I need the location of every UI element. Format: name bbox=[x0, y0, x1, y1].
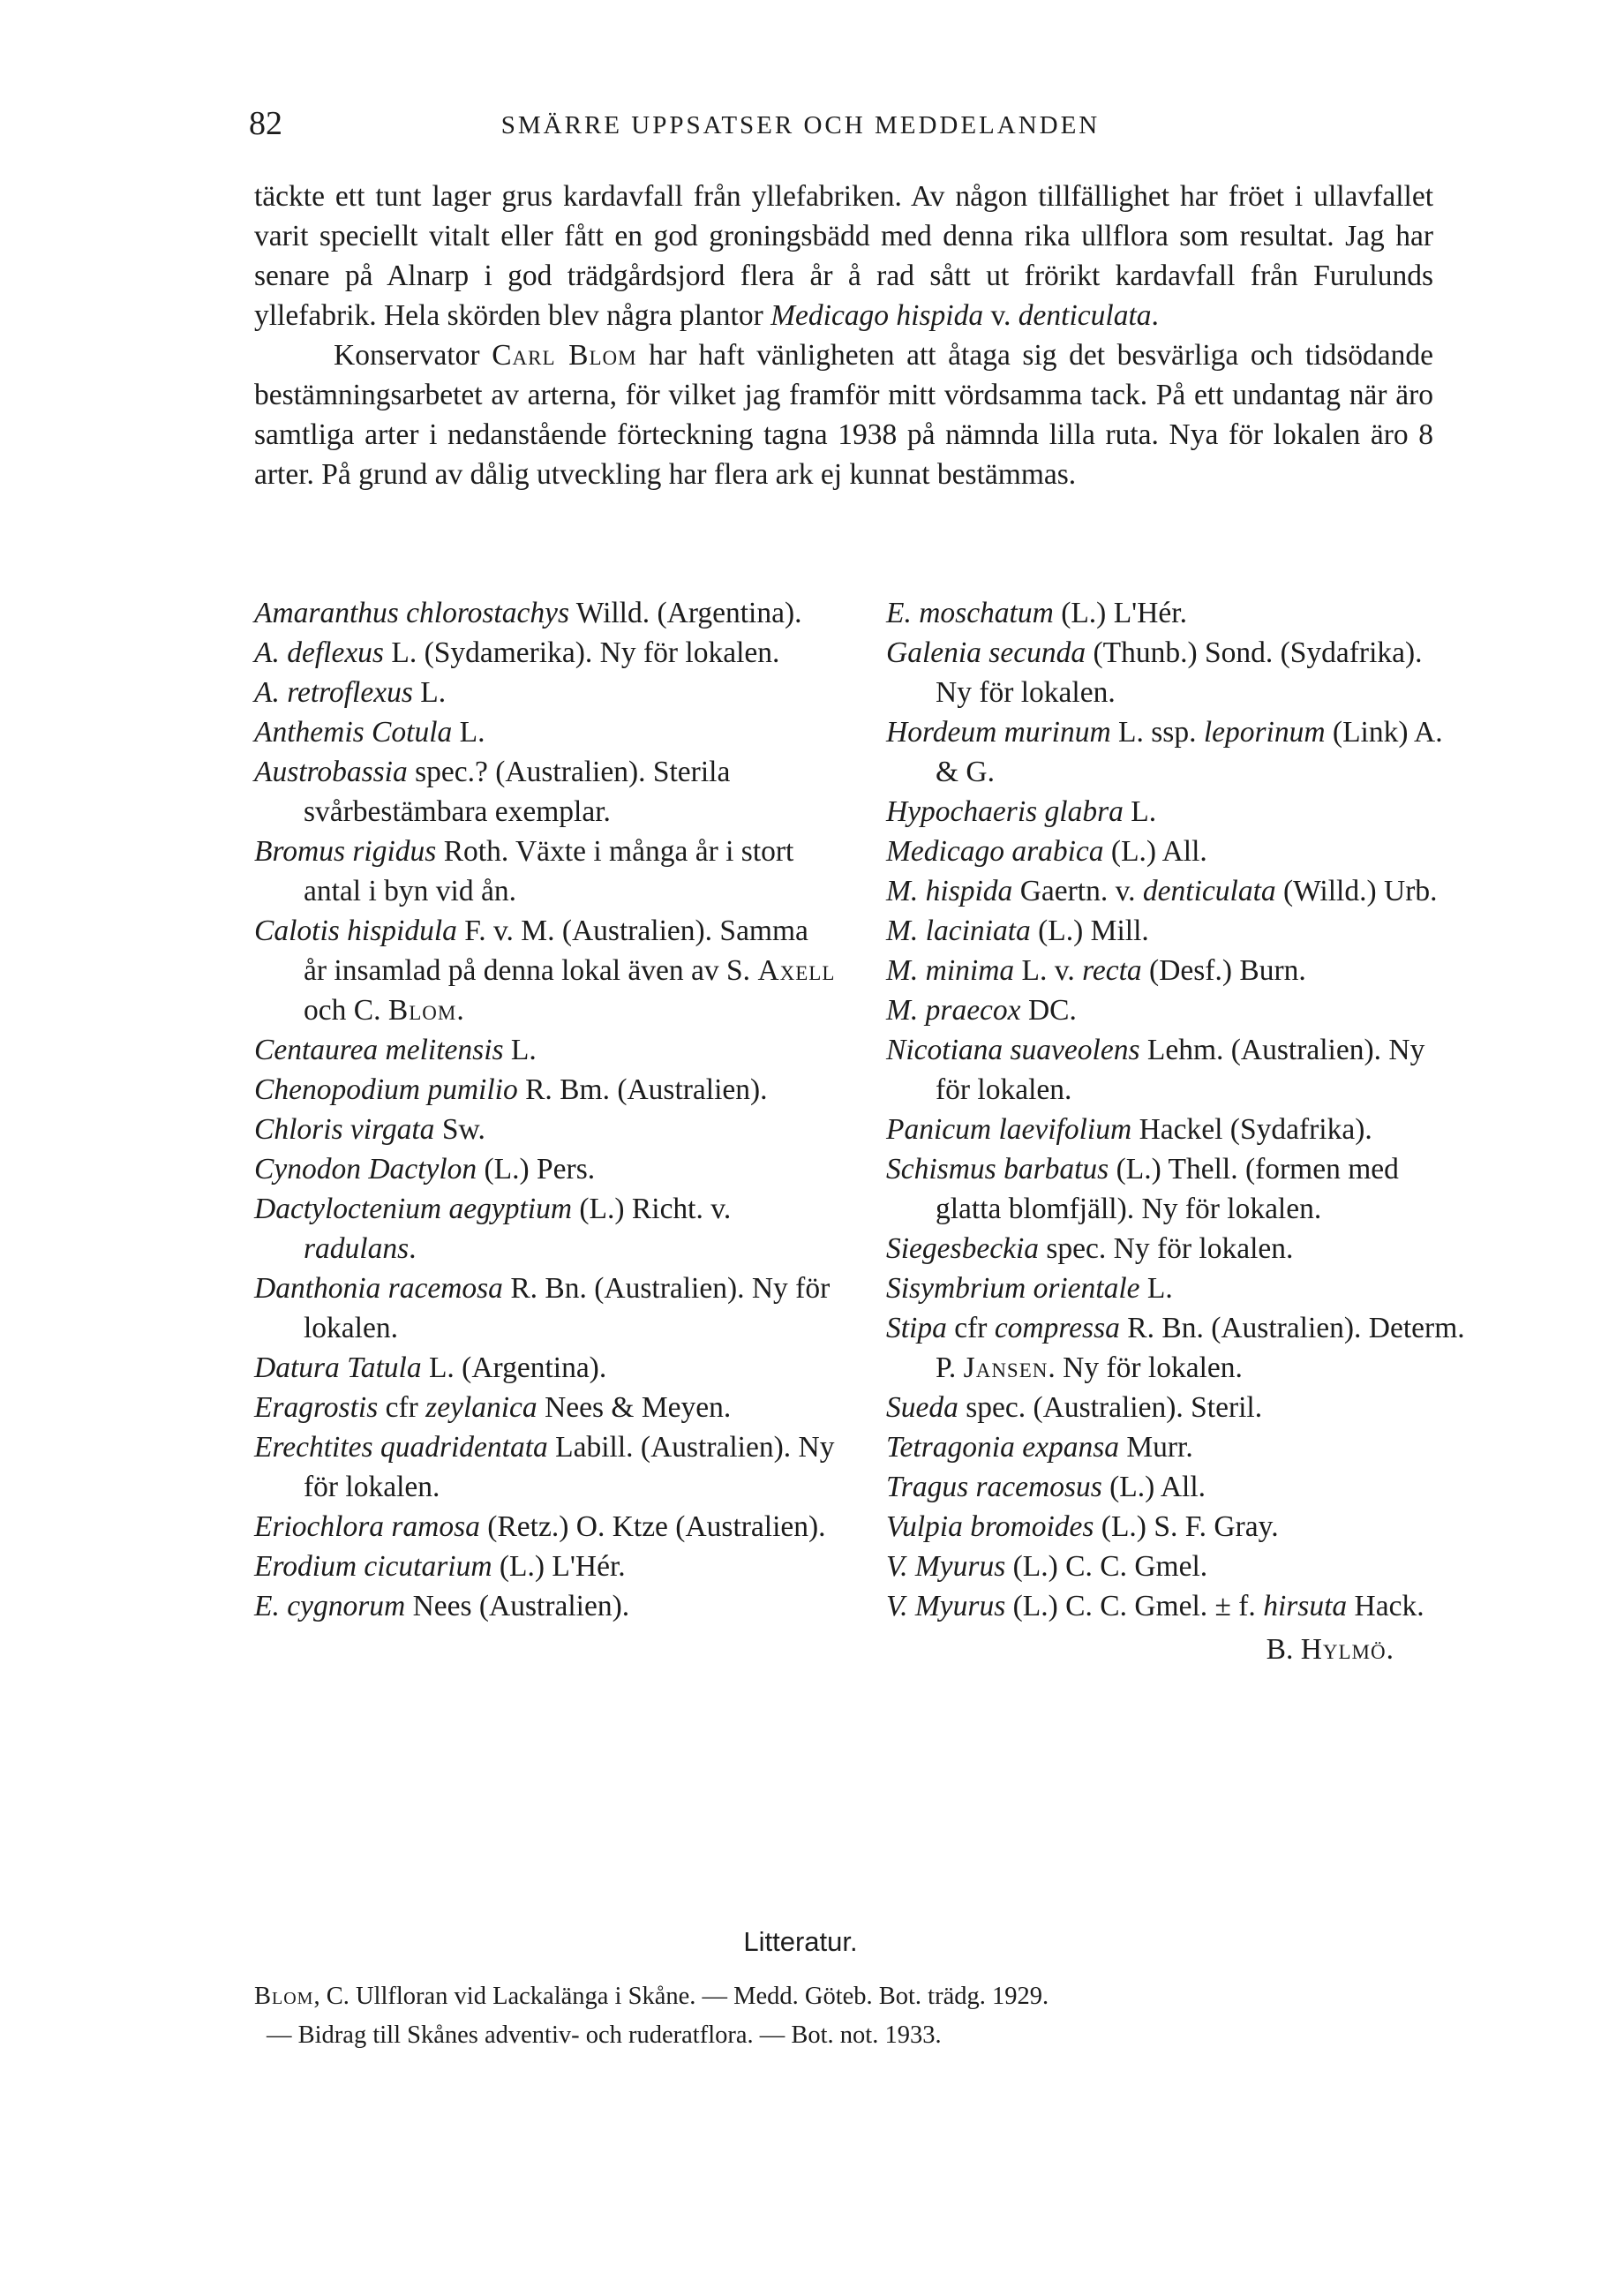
list-item: Panicum laevifolium Hackel (Sydafrika). bbox=[886, 1113, 1372, 1146]
list-item: Siegesbeckia spec. Ny för lokalen. bbox=[886, 1232, 1294, 1265]
species-list-left bbox=[254, 593, 837, 1626]
list-item: Dactyloctenium aegyptium (L.) Richt. v. radulans. bbox=[254, 1193, 732, 1265]
list-item: Datura Tatula L. (Argentina). bbox=[254, 1351, 607, 1384]
list-item: A. retroflexus L. bbox=[254, 676, 447, 709]
list-item: Erodium cicutarium (L.) L'Hér. bbox=[254, 1550, 626, 1583]
list-item: Galenia secunda (Thunb.) Sond. (Sydafrika). Ny för lokalen. bbox=[886, 636, 1423, 709]
list-item: Chenopodium pumilio R. Bm. (Australien). bbox=[254, 1073, 768, 1106]
page-number: 82 bbox=[249, 105, 282, 142]
list-item: Anthemis Cotula L. bbox=[254, 716, 485, 749]
intro-text bbox=[254, 177, 1433, 494]
list-item: Erechtites quadridentata Labill. (Australien). Ny för lokalen. bbox=[254, 1431, 835, 1503]
list-item: E. cygnorum Nees (Australien). bbox=[254, 1590, 630, 1622]
list-item: Cynodon Dactylon (L.) Pers. bbox=[254, 1153, 596, 1186]
list-item: Tragus racemosus (L.) All. bbox=[886, 1471, 1206, 1503]
list-item: Nicotiana suaveolens Lehm. (Australien). Ny för lokalen. bbox=[886, 1034, 1425, 1106]
list-item: Calotis hispidula F. v. M. (Australien). Samma år insamlad på denna lokal även av S. Axell och C. Blom. bbox=[254, 915, 836, 1027]
list-item: M. hispida Gaertn. v. denticulata (Willd.) Urb. bbox=[886, 875, 1438, 907]
reference-item: — Bidrag till Skånes adventiv- och ruderatflora. — Bot. not. 1933. bbox=[267, 2021, 942, 2049]
list-item: M. praecox DC. bbox=[886, 994, 1077, 1027]
list-item: Bromus rigidus Roth. Växte i många år i stort antal i byn vid ån. bbox=[254, 835, 794, 907]
list-item: Stipa cfr compressa R. Bn. (Australien). Determ. P. Jansen. Ny för lokalen. bbox=[886, 1312, 1465, 1384]
running-title: SMÄRRE UPPSATSER OCH MEDDELANDEN bbox=[500, 111, 1101, 139]
page-header bbox=[249, 104, 1352, 157]
list-item: Medicago arabica (L.) All. bbox=[886, 835, 1207, 868]
list-item: A. deflexus L. (Sydamerika). Ny för lokalen. bbox=[254, 636, 780, 669]
list-item: E. moschatum (L.) L'Hér. bbox=[886, 597, 1187, 629]
list-item: Vulpia bromoides (L.) S. F. Gray. bbox=[886, 1510, 1279, 1543]
list-item: Amaranthus chlorostachys Willd. (Argentina). bbox=[254, 597, 802, 629]
intro-paragraph-1: täckte ett tunt lager grus kardavfall från yllefabriken. Av någon tillfällighet har fröet i ullavfallet varit speciellt vitalt eller fått en god groningsbädd med denna rika ullflora som resultat. Jag har senare på Alnarp i god trädgårdsjord flera år å rad sått ut frörikt kardavfall från Furulunds yllefabrik. Hela skörden blev några plantor Medicago hispida v. denticulata. bbox=[254, 180, 1433, 332]
species-list-right bbox=[886, 593, 1465, 1699]
list-item: M. laciniata (L.) Mill. bbox=[886, 915, 1149, 947]
list-item: V. Myurus (L.) C. C. Gmel. bbox=[886, 1550, 1208, 1583]
reference-list bbox=[254, 1977, 1433, 2055]
list-item: Chloris virgata Sw. bbox=[254, 1113, 485, 1146]
intro-paragraph-2: Konservator Carl Blom har haft vänligheten att åtaga sig det besvärliga och tidsödande bestämningsarbetet av arterna, för vilket jag framför mitt vördsamma tack. På ett undantag när äro samtliga arter i nedanstående förteckning tagna 1938 på nämnda lilla ruta. Nya för lokalen äro 8 arter. På grund av dålig utveckling har flera ark ej kunnat bestämmas. bbox=[254, 339, 1433, 491]
list-item: Sueda spec. (Australien). Steril. bbox=[886, 1391, 1263, 1424]
literature-heading: Litteratur. bbox=[743, 1926, 858, 1957]
list-item: Schismus barbatus (L.) Thell. (formen med glatta blomfjäll). Ny för lokalen. bbox=[886, 1153, 1399, 1225]
list-item: Tetragonia expansa Murr. bbox=[886, 1431, 1193, 1464]
author-signature: B. Hylmö. bbox=[1266, 1633, 1394, 1666]
list-item: Hordeum murinum L. ssp. leporinum (Link) A. & G. bbox=[886, 716, 1443, 788]
list-item: Centaurea melitensis L. bbox=[254, 1034, 537, 1066]
list-item: Hypochaeris glabra L. bbox=[886, 795, 1157, 828]
list-item: Eragrostis cfr zeylanica Nees & Meyen. bbox=[254, 1391, 732, 1424]
reference-item: Blom, C. Ullfloran vid Lackalänga i Skåne. — Medd. Göteb. Bot. trädg. 1929. bbox=[254, 1983, 1049, 2010]
list-item: M. minima L. v. recta (Desf.) Burn. bbox=[886, 954, 1306, 987]
list-item: Danthonia racemosa R. Bn. (Australien). Ny för lokalen. bbox=[254, 1272, 831, 1344]
list-item: Sisymbrium orientale L. bbox=[886, 1272, 1173, 1305]
list-item: V. Myurus (L.) C. C. Gmel. ± f. hirsuta Hack. bbox=[886, 1590, 1424, 1622]
list-item: Austrobassia spec.? (Australien). Sterila svårbestämbara exemplar. bbox=[254, 756, 731, 828]
list-item: Eriochlora ramosa (Retz.) O. Ktze (Australien). bbox=[254, 1510, 826, 1543]
